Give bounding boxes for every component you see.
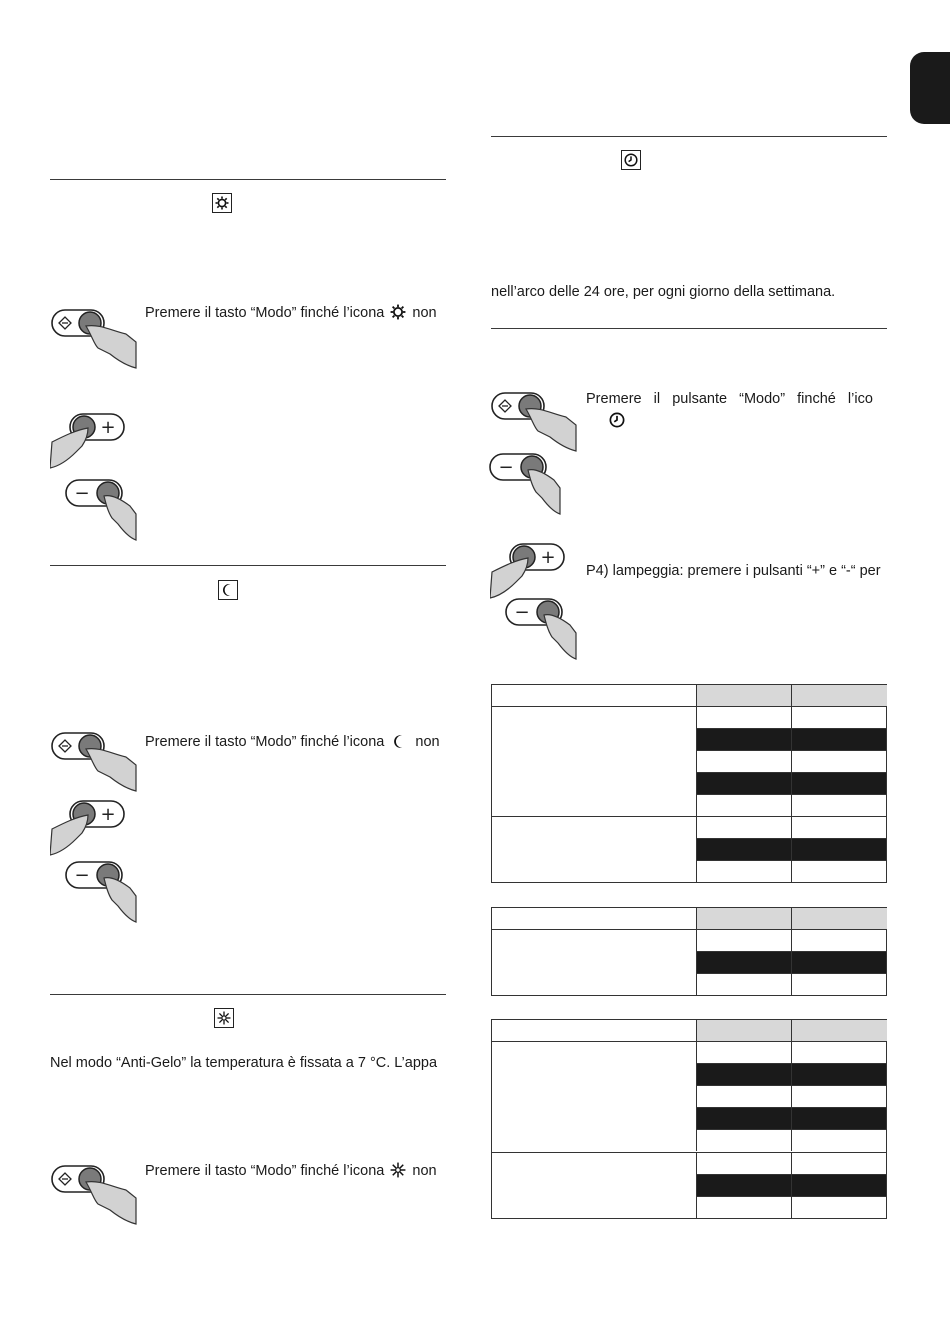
table-header-cell	[696, 908, 792, 929]
table-cell	[791, 1085, 886, 1107]
table-cell	[791, 1152, 886, 1174]
table-header-cell	[791, 908, 887, 929]
table-cell	[696, 1063, 791, 1085]
clock-icon	[609, 412, 625, 428]
comfort-mode-icon-box	[212, 193, 232, 213]
table-cell	[696, 1196, 791, 1218]
table-cell	[696, 1085, 791, 1107]
table-cell	[696, 973, 791, 995]
table-cell	[791, 772, 886, 794]
table-cell	[791, 929, 886, 951]
table-cell	[696, 728, 791, 750]
eco-instruction: Premere il tasto “Modo” finché l’icona non	[145, 734, 440, 750]
table-cell	[696, 929, 791, 951]
table-cell	[791, 1174, 886, 1196]
table-cell	[696, 1129, 791, 1151]
mode-button-illustration	[50, 304, 140, 379]
table-cell	[696, 794, 791, 816]
program-step-p4: P4) lampeggia: premere i pulsanti “+” e “-“ per	[586, 563, 881, 579]
table-header-cell	[696, 685, 792, 706]
svg-text:−: −	[514, 602, 530, 623]
section-divider	[491, 328, 887, 329]
mode-button-illustration	[50, 727, 140, 802]
table-cell	[791, 1063, 886, 1085]
snowflake-icon	[217, 1011, 231, 1025]
comfort-instruction: Premere il tasto “Modo” finché l’icona non	[145, 305, 437, 321]
minus-button-illustration	[50, 474, 140, 549]
table-cell	[791, 1107, 886, 1129]
program-mode-icon-box	[621, 150, 641, 170]
svg-text:+: +	[540, 547, 556, 568]
snowflake-icon	[390, 1162, 406, 1178]
svg-text:−: −	[74, 483, 90, 504]
section-divider	[50, 179, 446, 180]
table-cell	[696, 860, 791, 882]
table-cell	[791, 838, 886, 860]
antifreeze-intro: Nel modo “Anti-Gelo” la temperatura è fissata a 7 °C. L’appa	[50, 1055, 438, 1071]
language-tab	[910, 52, 950, 124]
sun-icon	[215, 196, 229, 210]
program-table	[491, 684, 887, 883]
antifreeze-instruction: Premere il tasto “Modo” finché l’icona non	[145, 1163, 437, 1179]
program-instruction: Premere il pulsante “Modo” finché l’ico	[586, 391, 873, 407]
svg-text:−: −	[498, 457, 514, 478]
program-table	[491, 907, 887, 996]
plus-button-illustration	[50, 408, 140, 483]
program-table	[491, 1019, 887, 1219]
minus-button-illustration	[50, 856, 140, 931]
table-cell	[791, 750, 886, 772]
section-divider	[491, 136, 887, 137]
sun-icon	[390, 304, 406, 320]
table-cell	[696, 772, 791, 794]
table-cell	[791, 1041, 886, 1063]
moon-icon	[221, 583, 235, 597]
svg-text:+: +	[100, 417, 116, 438]
table-header-cell	[791, 685, 887, 706]
clock-icon	[624, 153, 638, 167]
svg-text:−: −	[74, 865, 90, 886]
table-cell	[696, 1041, 791, 1063]
table-cell	[791, 706, 886, 728]
table-cell	[791, 794, 886, 816]
table-cell	[696, 1107, 791, 1129]
table-header-cell	[791, 1020, 887, 1041]
eco-mode-icon-box	[218, 580, 238, 600]
table-cell	[791, 973, 886, 995]
section-divider	[50, 994, 446, 995]
mode-button-illustration	[50, 1160, 140, 1235]
table-cell	[696, 951, 791, 973]
table-cell	[791, 1196, 886, 1218]
program-intro: nell’arco delle 24 ore, per ogni giorno della settimana.	[491, 284, 836, 300]
antifreeze-mode-icon-box	[214, 1008, 234, 1028]
table-cell	[696, 816, 791, 838]
table-cell	[791, 860, 886, 882]
moon-icon	[392, 734, 407, 749]
table-cell	[696, 1152, 791, 1174]
minus-button-illustration	[474, 448, 564, 523]
table-cell	[791, 816, 886, 838]
table-cell	[791, 728, 886, 750]
svg-text:+: +	[100, 804, 116, 825]
table-cell	[696, 706, 791, 728]
table-cell	[696, 1174, 791, 1196]
section-divider	[50, 565, 446, 566]
minus-button-illustration	[490, 593, 580, 668]
table-cell	[791, 951, 886, 973]
table-cell	[696, 838, 791, 860]
table-header-cell	[696, 1020, 792, 1041]
table-cell	[696, 750, 791, 772]
table-cell	[791, 1129, 886, 1151]
